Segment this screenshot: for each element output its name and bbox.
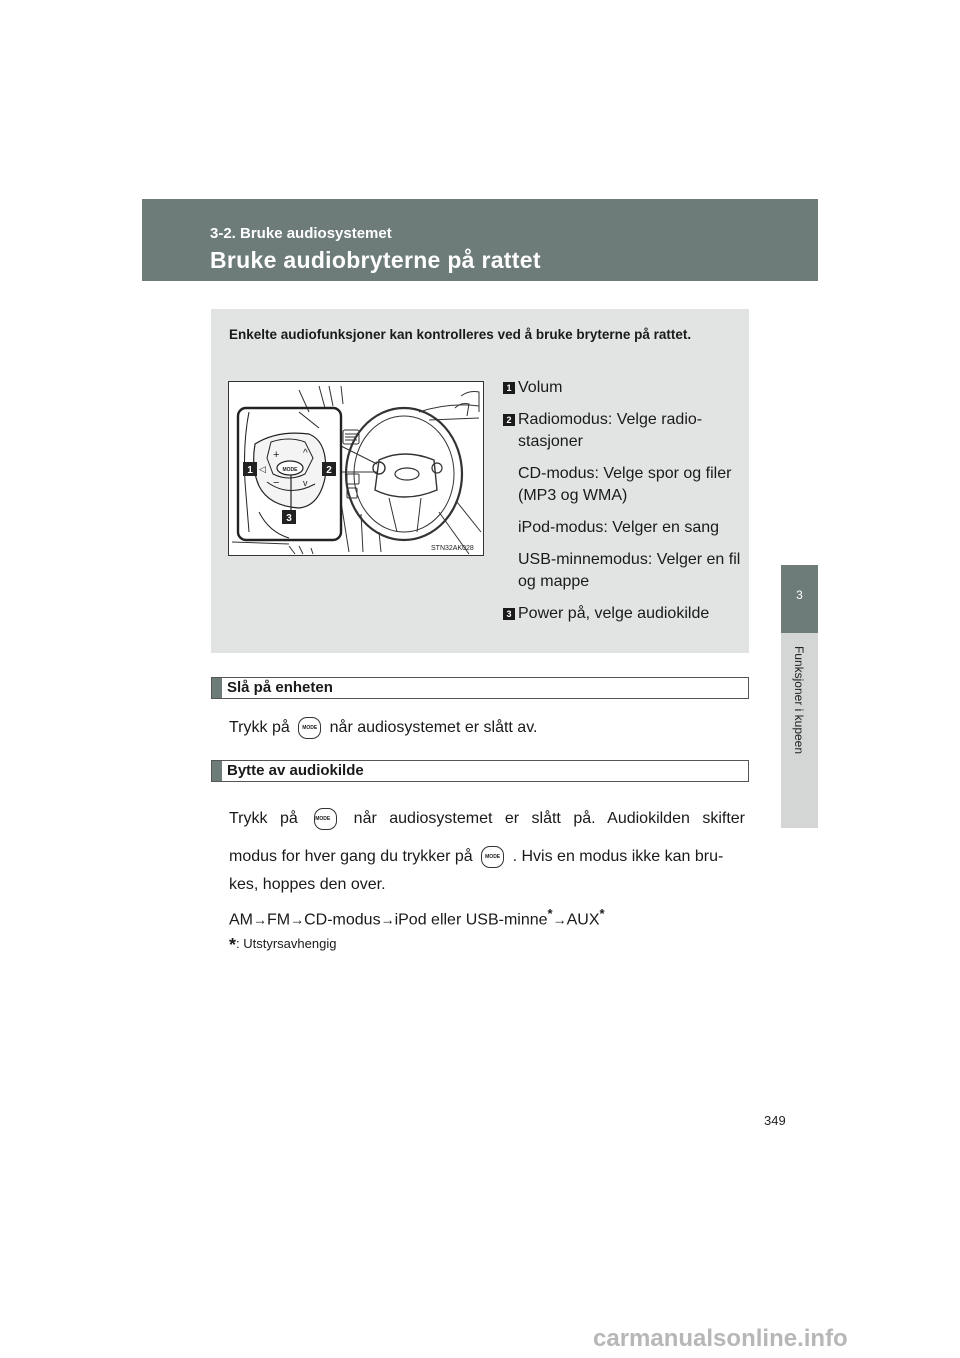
source-sequence bbox=[229, 906, 605, 929]
heading-text: Bytte av audiokilde bbox=[227, 762, 364, 779]
arrow-icon: → bbox=[380, 911, 395, 928]
footnote-text: : Utstyrsavhengig bbox=[236, 936, 337, 951]
change-source-line-3: kes, hoppes den over. bbox=[229, 876, 386, 893]
watermark: carmanualsonline.info bbox=[593, 1325, 848, 1352]
callout-3: 3 bbox=[286, 513, 292, 524]
arrow-icon: → bbox=[253, 911, 267, 928]
figure-legend bbox=[501, 377, 741, 625]
instruction-text: når audiosystemet er slått av. bbox=[329, 719, 538, 737]
footnote-star: * bbox=[229, 935, 237, 955]
svg-text:+: + bbox=[273, 449, 280, 461]
legend-item-power bbox=[501, 603, 741, 625]
sequence-cd: CD-modus bbox=[304, 911, 381, 929]
legend-number-2: 2 bbox=[503, 414, 515, 426]
mode-button-icon: MODE bbox=[314, 808, 337, 830]
footnote-star: * bbox=[547, 906, 553, 921]
instruction-text: . Hvis en modus ikke kan bru- bbox=[512, 848, 724, 866]
chapter-header bbox=[142, 199, 818, 281]
page-number: 349 bbox=[764, 1113, 786, 1128]
section-heading-power-on bbox=[211, 677, 749, 699]
instruction-text: Trykk på bbox=[229, 810, 298, 828]
steering-wheel-illustration bbox=[229, 382, 483, 555]
callout-1: 1 bbox=[247, 465, 253, 476]
svg-text:−: − bbox=[273, 477, 280, 489]
svg-text:^: ^ bbox=[303, 448, 308, 459]
legend-sub-ipod: iPod-modus: Velger en sang bbox=[518, 519, 720, 536]
legend-text-2: Radiomodus: Velge radio-stasjoner bbox=[518, 411, 703, 450]
change-source-line-1 bbox=[229, 808, 745, 830]
instruction-text: modus for hver gang du trykker på bbox=[229, 848, 473, 866]
arrow-icon: → bbox=[290, 911, 305, 928]
callout-2: 2 bbox=[326, 465, 332, 476]
sequence-ipod-usb: iPod eller USB-minne bbox=[394, 911, 548, 929]
section-label: 3-2. Bruke audiosystemet bbox=[210, 225, 392, 242]
sequence-aux: AUX bbox=[566, 911, 600, 929]
legend-text-3: Power på, velge audiokilde bbox=[518, 605, 710, 622]
mode-button-icon: MODE bbox=[481, 846, 504, 868]
legend-sub-cd: CD-modus: Velge spor og filer (MP3 og WMA) bbox=[518, 465, 732, 504]
legend-item-mode-select bbox=[501, 409, 741, 453]
legend-item-volume bbox=[501, 377, 741, 399]
legend-sub-usb: USB-minnemodus: Velger en fil og mappe bbox=[518, 551, 741, 590]
heading-text: Slå på enheten bbox=[227, 679, 333, 696]
arrow-icon: → bbox=[552, 911, 567, 928]
svg-text:◁: ◁ bbox=[259, 464, 266, 474]
instruction-text: Trykk på bbox=[229, 719, 290, 737]
power-on-instruction bbox=[229, 717, 537, 739]
heading-stripe bbox=[212, 678, 222, 698]
section-heading-change-source bbox=[211, 760, 749, 782]
info-box bbox=[211, 309, 749, 653]
chapter-tab-number: 3 bbox=[796, 588, 803, 602]
legend-number-1: 1 bbox=[503, 382, 515, 394]
figure-code: STN32AK028 bbox=[431, 545, 474, 552]
intro-text: Enkelte audiofunksjoner kan kontrolleres ved å bruke bryterne på rattet. bbox=[229, 327, 692, 342]
page-title: Bruke audiobryterne på rattet bbox=[210, 247, 541, 273]
legend-text-1: Volum bbox=[518, 379, 563, 396]
footnote-star: * bbox=[599, 906, 605, 921]
svg-text:v: v bbox=[303, 478, 308, 488]
sequence-fm: FM bbox=[267, 911, 291, 929]
change-source-line-2 bbox=[229, 846, 723, 868]
legend-number-3: 3 bbox=[503, 608, 515, 620]
chapter-tab-label: Funksjoner i kupeen bbox=[792, 645, 806, 755]
steering-wheel-figure bbox=[228, 381, 484, 556]
heading-stripe bbox=[212, 761, 222, 781]
mode-button-label: MODE bbox=[282, 467, 298, 473]
instruction-text: når audiosystemet er slått på. Audiokilden skifter bbox=[353, 810, 745, 828]
sequence-am: AM bbox=[229, 911, 253, 929]
footnote bbox=[229, 935, 336, 956]
mode-button-icon: MODE bbox=[298, 717, 321, 739]
